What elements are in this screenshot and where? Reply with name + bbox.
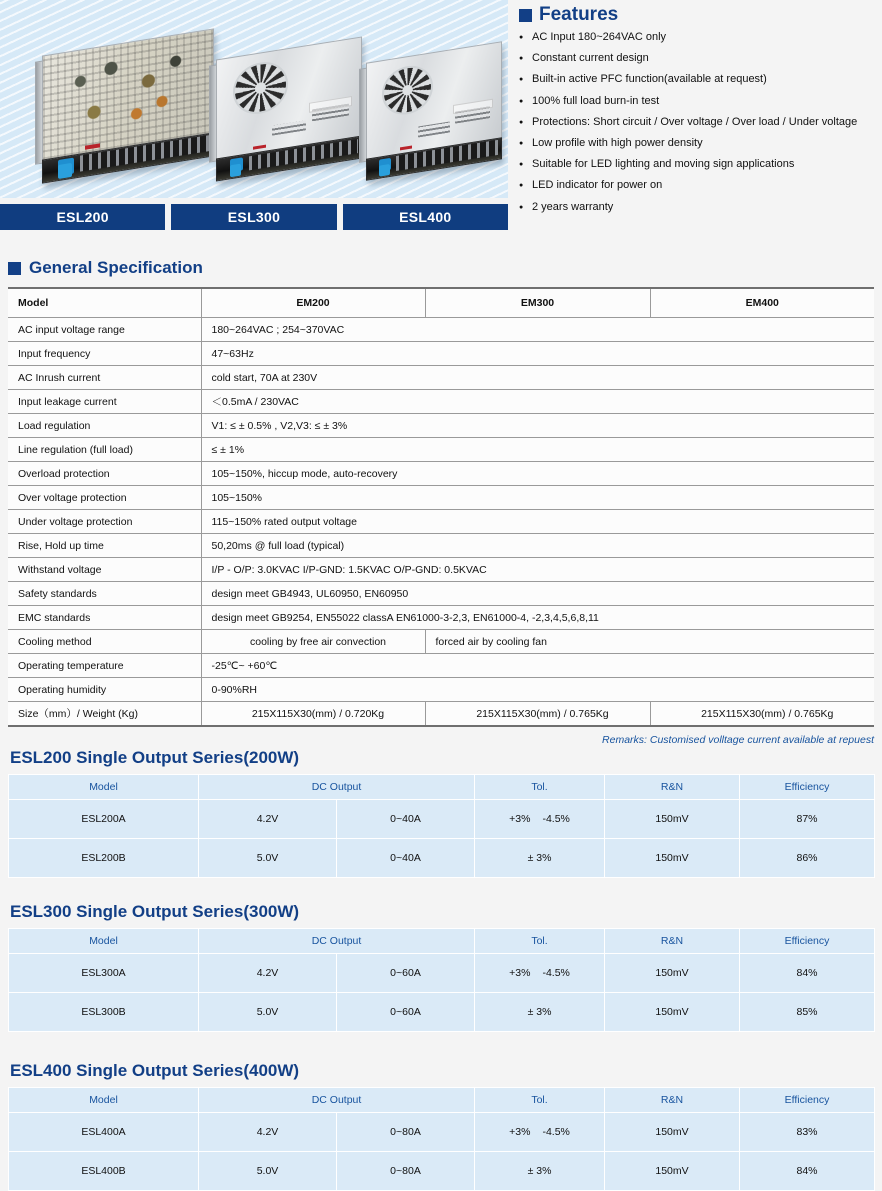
row-value: design meet GB4943, UL60950, EN60950 [201, 582, 874, 606]
features-list [519, 30, 882, 214]
blue-square-icon [8, 262, 21, 275]
table-row [9, 800, 875, 839]
cell-model: ESL400A [9, 1113, 199, 1152]
feature-item: ● Suitable for LED lighting and moving sign applications [519, 157, 882, 171]
row-label: AC Inrush current [8, 366, 201, 390]
cell-efficiency: 84% [740, 1152, 875, 1191]
product-image-esl300 [216, 36, 362, 181]
cell-current: 0~60A [337, 954, 475, 993]
row-value-em200: cooling by free air convection [201, 630, 425, 654]
row-value: cold start, 70A at 230V [201, 366, 874, 390]
row-label: Over voltage protection [8, 486, 201, 510]
header-efficiency: Efficiency [740, 1088, 875, 1113]
cell-efficiency: 86% [740, 839, 875, 878]
row-value: ＜0.5mA / 230VAC [201, 390, 874, 414]
cell-tol [475, 1113, 605, 1152]
row-label: Rise, Hold up time [8, 534, 201, 558]
cell-current: 0~80A [337, 1113, 475, 1152]
cell-efficiency: 87% [740, 800, 875, 839]
cell-model: ESL200B [9, 839, 199, 878]
cell-efficiency: 84% [740, 954, 875, 993]
feature-item: ● Protections: Short circuit / Over voltage / Over load / Under voltage [519, 115, 882, 129]
row-value: 105~150% [201, 486, 874, 510]
cell-tol-minus: -4.5% [542, 1126, 570, 1138]
cell-efficiency: 85% [740, 993, 875, 1032]
product-banner [0, 0, 882, 238]
table-row [8, 342, 874, 366]
table-row [8, 654, 874, 678]
row-label: Overload protection [8, 462, 201, 486]
header-tol: Tol. [475, 1088, 605, 1113]
general-specification-section [0, 258, 882, 746]
row-value: design meet GB9254, EN55022 classA EN61000-3-2,3, EN61000-4, -2,3,4,5,6,8,11 [201, 606, 874, 630]
row-value: 105~150%, hiccup mode, auto-recovery [201, 462, 874, 486]
cell-tol [475, 800, 605, 839]
header-efficiency: Efficiency [740, 929, 875, 954]
table-row [8, 438, 874, 462]
row-label: Input frequency [8, 342, 201, 366]
feature-item: ● Built-in active PFC function(available at request) [519, 72, 882, 86]
series-title: ESL200 Single Output Series(200W) [10, 748, 300, 767]
row-value: -25℃~ +60℃ [201, 654, 874, 678]
row-label: Withstand voltage [8, 558, 201, 582]
row-label: Safety standards [8, 582, 201, 606]
series-table-esl200 [8, 774, 875, 878]
table-row [9, 1152, 875, 1191]
cell-voltage: 5.0V [199, 1152, 337, 1191]
header-rn: R&N [605, 1088, 740, 1113]
row-label: Operating temperature [8, 654, 201, 678]
row-label: Line regulation (full load) [8, 438, 201, 462]
series-table-esl300 [8, 928, 875, 1032]
series-header-row [9, 775, 875, 800]
header-rn: R&N [605, 929, 740, 954]
series-header-row [9, 929, 875, 954]
cell-tol: ± 3% [475, 1152, 605, 1191]
row-value: 0-90%RH [201, 678, 874, 702]
feature-item: ● 100% full load burn-in test [519, 94, 882, 108]
table-row [8, 414, 874, 438]
row-value: I/P - O/P: 3.0KVAC I/P-GND: 1.5KVAC O/P-GND: 0.5KVAC [201, 558, 874, 582]
cell-voltage: 4.2V [199, 954, 337, 993]
cell-current: 0~40A [337, 800, 475, 839]
row-label: Size（mm）/ Weight (Kg) [8, 702, 201, 727]
row-value: 50,20ms @ full load (typical) [201, 534, 874, 558]
table-row [8, 462, 874, 486]
feature-item: ● 2 years warranty [519, 200, 882, 214]
row-value-em400: 215X115X30(mm) / 0.765Kg [650, 702, 874, 727]
table-row [8, 510, 874, 534]
series-title: ESL400 Single Output Series(400W) [10, 1061, 300, 1080]
row-label: Cooling method [8, 630, 201, 654]
cell-rn: 150mV [605, 1113, 740, 1152]
row-value-em300: 215X115X30(mm) / 0.765Kg [425, 702, 650, 727]
header-dc-output: DC Output [199, 775, 475, 800]
product-image-esl400 [366, 41, 502, 181]
series-section-esl200 [0, 748, 882, 878]
row-value: V1: ≤ ± 0.5% , V2,V3: ≤ ± 3% [201, 414, 874, 438]
table-row [8, 678, 874, 702]
header-model-label: Model [8, 288, 201, 318]
row-value-em300-em400: forced air by cooling fan [425, 630, 874, 654]
cell-voltage: 5.0V [199, 993, 337, 1032]
cell-rn: 150mV [605, 800, 740, 839]
series-title: ESL300 Single Output Series(300W) [10, 902, 300, 921]
row-label: Input leakage current [8, 390, 201, 414]
general-specification-heading [8, 258, 882, 278]
general-specification-title: General Specification [29, 258, 203, 277]
blue-square-icon [519, 9, 532, 22]
cell-tol: ± 3% [475, 839, 605, 878]
cell-model: ESL400B [9, 1152, 199, 1191]
product-label-esl200: ESL200 [0, 204, 165, 230]
cell-current: 0~40A [337, 839, 475, 878]
cell-current: 0~60A [337, 993, 475, 1032]
features-section [519, 0, 882, 221]
cell-model: ESL300B [9, 993, 199, 1032]
cell-voltage: 4.2V [199, 800, 337, 839]
cell-model: ESL200A [9, 800, 199, 839]
header-model: Model [9, 775, 199, 800]
fan-grille-icon [233, 58, 288, 118]
header-model: Model [9, 1088, 199, 1113]
header-col-em200: EM200 [201, 288, 425, 318]
row-label: EMC standards [8, 606, 201, 630]
table-header-row [8, 288, 874, 318]
table-row [8, 534, 874, 558]
table-row [8, 582, 874, 606]
table-row-cooling [8, 630, 874, 654]
fan-grille-icon [382, 62, 433, 118]
product-label-esl400: ESL400 [343, 204, 508, 230]
row-label: Under voltage protection [8, 510, 201, 534]
cell-tol-plus: +3% [509, 967, 531, 979]
remarks-text: Remarks: Customised volltage current available at repuest [602, 734, 874, 746]
series-section-esl300 [0, 902, 882, 1032]
cell-voltage: 4.2V [199, 1113, 337, 1152]
cell-current: 0~80A [337, 1152, 475, 1191]
cell-tol-minus: -4.5% [542, 813, 570, 825]
header-rn: R&N [605, 775, 740, 800]
row-label: AC input voltage range [8, 318, 201, 342]
row-label: Operating humidity [8, 678, 201, 702]
row-value: 180~264VAC ; 254~370VAC [201, 318, 874, 342]
feature-item: ● LED indicator for power on [519, 178, 882, 192]
table-row [8, 318, 874, 342]
header-efficiency: Efficiency [740, 775, 875, 800]
row-value: 47~63Hz [201, 342, 874, 366]
features-title: Features [539, 4, 619, 25]
header-tol: Tol. [475, 775, 605, 800]
cell-tol [475, 954, 605, 993]
features-heading [519, 4, 882, 26]
cell-tol: ± 3% [475, 993, 605, 1032]
table-row [8, 390, 874, 414]
table-row [8, 558, 874, 582]
header-col-em400: EM400 [650, 288, 874, 318]
feature-item: ● Constant current design [519, 51, 882, 65]
header-tol: Tol. [475, 929, 605, 954]
table-row [8, 366, 874, 390]
product-label-esl300: ESL300 [171, 204, 336, 230]
table-row [9, 993, 875, 1032]
row-value-em200: 215X115X30(mm) / 0.720Kg [201, 702, 425, 727]
product-label-bar-row [0, 204, 508, 230]
cell-rn: 150mV [605, 954, 740, 993]
general-specification-table [8, 287, 874, 727]
product-image-esl200 [42, 28, 214, 183]
cell-voltage: 5.0V [199, 839, 337, 878]
cell-model: ESL300A [9, 954, 199, 993]
header-model: Model [9, 929, 199, 954]
cell-tol-minus: -4.5% [542, 967, 570, 979]
series-table-esl400 [8, 1087, 875, 1191]
cell-rn: 150mV [605, 1152, 740, 1191]
row-value: 115~150% rated output voltage [201, 510, 874, 534]
cell-efficiency: 83% [740, 1113, 875, 1152]
table-row [8, 486, 874, 510]
table-row-size [8, 702, 874, 727]
table-row [9, 954, 875, 993]
header-dc-output: DC Output [199, 929, 475, 954]
feature-item: ● Low profile with high power density [519, 136, 882, 150]
feature-item: ● AC Input 180~264VAC only [519, 30, 882, 44]
cell-tol-plus: +3% [509, 813, 531, 825]
table-row [9, 839, 875, 878]
header-dc-output: DC Output [199, 1088, 475, 1113]
table-row [9, 1113, 875, 1152]
table-row [8, 606, 874, 630]
header-col-em300: EM300 [425, 288, 650, 318]
row-label: Load regulation [8, 414, 201, 438]
series-header-row [9, 1088, 875, 1113]
cell-rn: 150mV [605, 993, 740, 1032]
cell-rn: 150mV [605, 839, 740, 878]
row-value: ≤ ± 1% [201, 438, 874, 462]
cell-tol-plus: +3% [509, 1126, 531, 1138]
product-photo-area [0, 0, 508, 198]
